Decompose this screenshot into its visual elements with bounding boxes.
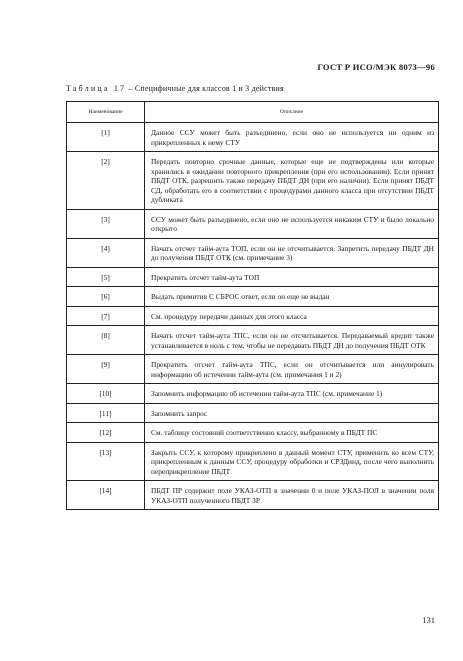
table-caption xyxy=(66,84,284,93)
action-description: Закрыть ССУ, к которому прикреплено в данный момент СТУ, применить ко всем СТУ, прикрепленным к данным ССУ, процедуру обработки и СРЗДинд, после чего выполнить переприкрепление ПБДТ xyxy=(145,442,439,481)
action-number: [5] xyxy=(67,267,145,287)
actions-table xyxy=(66,101,439,510)
table-row xyxy=(67,152,439,210)
table-row xyxy=(67,306,439,326)
action-number: [3] xyxy=(67,209,145,238)
table-row xyxy=(67,326,439,355)
action-description: Начать отсчет тайм-аута ТОП, если он не отсчитывается. Запретить передачу ПБДТ ДН до получения ПБДТ ОТК (см. примечание 3) xyxy=(145,238,439,267)
table-row xyxy=(67,209,439,238)
action-description: Передать повторно срочные данные, которые еще не подтверждены или которые хранились в ожидании повторного прикрепления (при его использовании). Если принят ПБДТ ОТК, разрешить также передачу ПБДТ ДН (при его наличии). Если принят ПБДТ СД, обработать его в соответствии с процедурами данного класса при отсутствии ПБДТ дубликата xyxy=(145,152,439,210)
action-description: Прекратить отсчет тайм-аута ТПС, если он отсчитывается или аннулировать информацию об истечении тайм-аута (см. примечания 1 и 2) xyxy=(145,355,439,384)
table-header-row xyxy=(67,102,439,123)
action-description: Запомнить запрос xyxy=(145,403,439,423)
action-description: Данное ССУ может быть разъединено, если оно не используется ни одним из прикрепленных к нему СТУ xyxy=(145,123,439,152)
action-description: См. процедуру передачи данных для этого класса xyxy=(145,306,439,326)
table-row xyxy=(67,442,439,481)
table-row xyxy=(67,267,439,287)
action-number: [7] xyxy=(67,306,145,326)
action-number: [12] xyxy=(67,423,145,443)
table-row xyxy=(67,384,439,404)
table-row xyxy=(67,355,439,384)
table-row xyxy=(67,287,439,307)
table-row xyxy=(67,423,439,443)
action-number: [11] xyxy=(67,403,145,423)
document-header: ГОСТ Р ИСО/МЭК 8073—96 xyxy=(317,62,435,72)
action-number: [10] xyxy=(67,384,145,404)
action-number: [13] xyxy=(67,442,145,481)
column-header-name: Наименование xyxy=(67,102,145,123)
action-description: Прекратить отсчет тайм-аута ТОП xyxy=(145,267,439,287)
page-number: 131 xyxy=(422,615,435,625)
action-number: [2] xyxy=(67,152,145,210)
action-number: [4] xyxy=(67,238,145,267)
table-row xyxy=(67,403,439,423)
table-row xyxy=(67,481,439,510)
action-number: [6] xyxy=(67,287,145,307)
action-number: [9] xyxy=(67,355,145,384)
action-number: [14] xyxy=(67,481,145,510)
action-number: [8] xyxy=(67,326,145,355)
table-row xyxy=(67,238,439,267)
action-description: ПБДТ ПР содержит поле УКАЗ-ОТП в значении 0 и поле УКАЗ-ПОЛ в значении поля УКАЗ-ОТП полученного ПБДТ ЗР xyxy=(145,481,439,510)
action-description: Выдать примитив С СБРОС ответ, если он еще не выдан xyxy=(145,287,439,307)
action-number: [1] xyxy=(67,123,145,152)
table-caption-text: – Специфичные для классов 1 и 3 действия xyxy=(126,84,284,93)
action-description: См. таблицу состояний соответственно классу, выбранному в ПБДТ ПС xyxy=(145,423,439,443)
table-row xyxy=(67,123,439,152)
action-description: ССУ может быть разъединено, если оно не используется никаким СТУ и было локально открыто xyxy=(145,209,439,238)
action-description: Запомнить информацию об истечении тайм-аута ТПС (см. примечание 1) xyxy=(145,384,439,404)
column-header-description: Описание xyxy=(145,102,439,123)
table-caption-label: Таблица 17 xyxy=(66,84,127,93)
action-description: Начать отсчет тайм-аута ТПС, если он не отсчитывается. Передаваемый кредит также устанавливается в ноль с тем, чтобы не передавать ПБДТ ДН до получения ПБДТ ОТК xyxy=(145,326,439,355)
